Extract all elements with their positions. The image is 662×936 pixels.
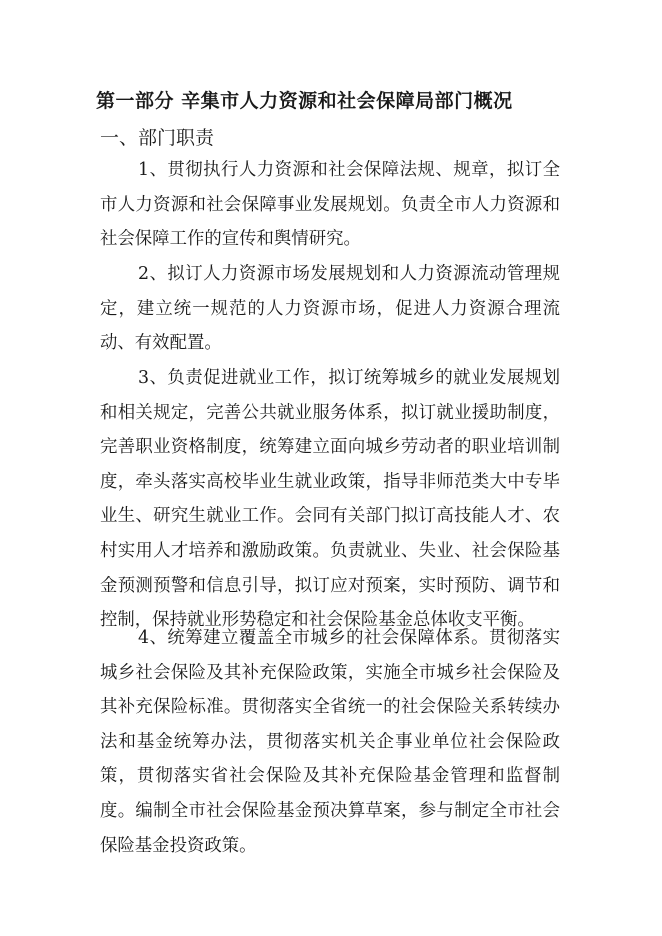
paragraph-duty-3: 3、负责促进就业工作，拟订统筹城乡的就业发展规划和相关规定，完善公共就业服务体系，拟订就业援助制度，完善职业资格制度，统筹建立面向城乡劳动者的职业培训制度，牵头落实高校毕业生就业政策，指导非师范类大中专毕业生、研究生就业工作。会同有关部门拟订高技能人才、农村实用人才培养和激励政策。负责就业、失业、社会保险基金预测预警和信息引导，拟订应对预案，实时预防、调节和控制，保持就业形势稳定和社会保险基金总体收支平衡。: [100, 368, 560, 631]
paragraph-duty-2: 2、拟订人力资源市场发展规划和人力资源流动管理规定，建立统一规范的人力资源市场，促进人力资源合理流动、有效配置。: [100, 264, 560, 354]
section-heading: 一、部门职责: [100, 127, 215, 149]
page-title: 第一部分 辛集市人力资源和社会保障局部门概况: [96, 90, 513, 112]
paragraph-duty-1: 1、贯彻执行人力资源和社会保障法规、规章，拟订全市人力资源和社会保障事业发展规划。负责全市人力资源和社会保障工作的宣传和舆情研究。: [100, 160, 560, 250]
paragraph-duty-4: 4、统筹建立覆盖全市城乡的社会保障体系。贯彻落实城乡社会保险及其补充保险政策，实施全市城乡社会保险及其补充保险标准。贯彻落实全省统一的社会保险关系转续办法和基金统筹办法，贯彻落实机关企事业单位社会保险政策，贯彻落实省社会保险及其补充保险基金管理和监督制度。编制全市社会保险基金预决算草案，参与制定全市社会保险基金投资政策。: [100, 628, 560, 856]
